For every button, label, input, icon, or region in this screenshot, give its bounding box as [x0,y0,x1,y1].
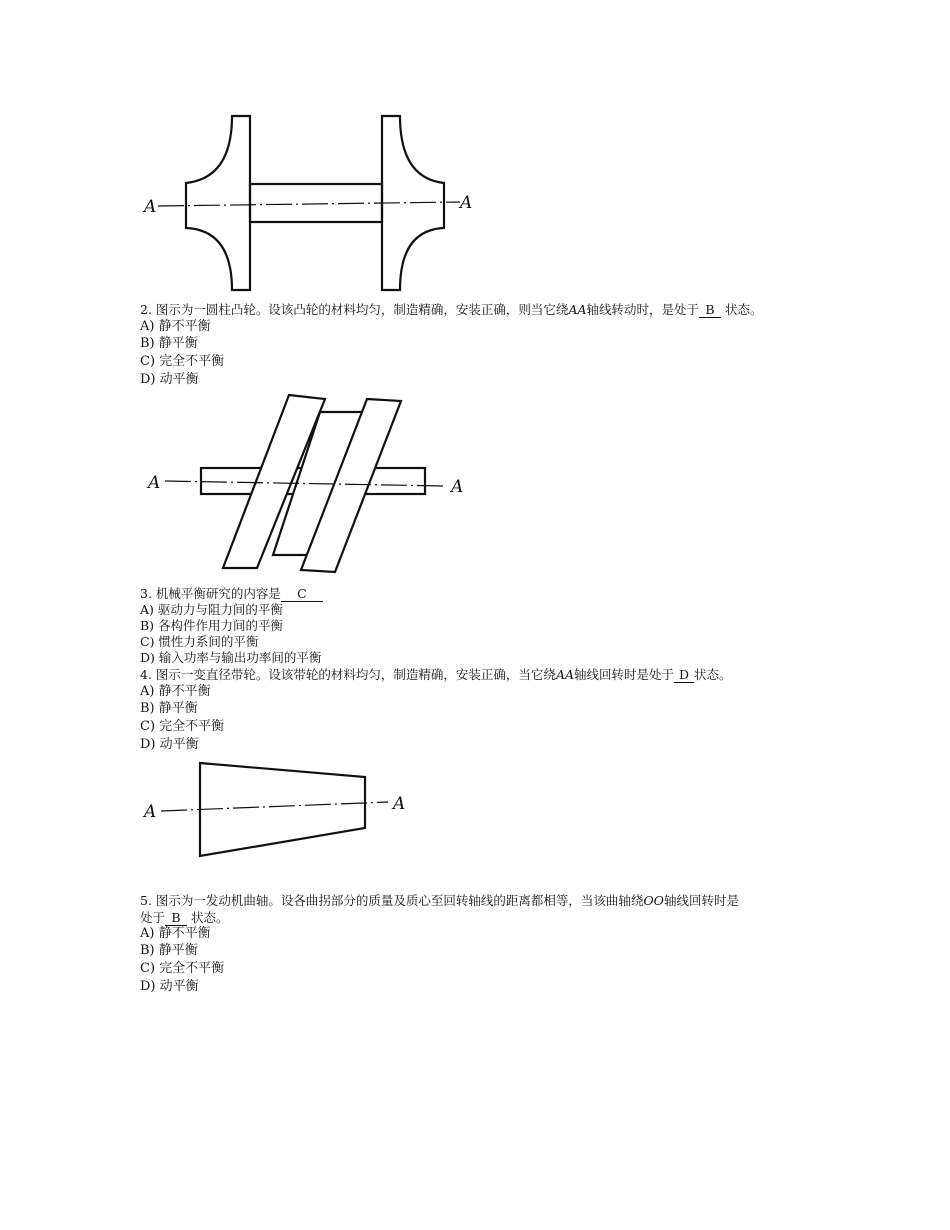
answer-blank: B [165,911,187,926]
option-c: C) 完全不平衡 [140,961,225,976]
option-a: A) 静不平衡 [140,926,211,941]
question-4 [140,666,732,683]
question-text-end: 状态。 [725,302,763,317]
question-5-line-2 [140,909,229,926]
question-text-cont: 处于 [140,910,166,925]
pulley-drawing [143,760,423,865]
axis-name: OO [643,893,664,908]
question-text-mid: 轴线回转时是 [663,893,739,908]
pulley-body [200,763,365,856]
axis-label-left: A [144,802,157,822]
option-a: A) 静不平衡 [140,319,211,334]
option-c: C) 完全不平衡 [140,719,225,734]
option-c: C) 惯性力系间的平衡 [140,634,259,649]
answer-blank: C [281,587,323,602]
question-5 [140,892,739,909]
question-number: 3. [140,586,152,601]
axis-line [158,202,460,206]
question-number: 4. [140,667,152,682]
option-d: D) 输入功率与输出功率间的平衡 [140,650,322,665]
figure-tapered-pulley [143,760,423,865]
question-text-mid: 轴线转动时，是处于 [586,302,700,317]
answer-blank: B [699,303,721,318]
option-a: A) 静不平衡 [140,684,211,699]
question-text: 机械平衡研究的内容是 [155,586,281,601]
question-text: 图示一变直径带轮。设该带轮的材料均匀，制造精确，安装正确，当它绕 [155,667,556,682]
answer-blank: D [674,668,694,683]
question-text: 图示为一发动机曲轴。设各曲拐部分的质量及质心至回转轴线的距离都相等，当该曲轴绕 [155,893,644,908]
question-2 [140,301,763,318]
option-d: D) 动平衡 [140,979,199,994]
question-text-end: 状态。 [694,667,732,682]
axis-label-left: A [144,197,157,217]
axis-label-right: A [460,193,473,213]
question-number: 2. [140,302,152,317]
figure-skewed-drum [145,392,475,577]
option-a: A) 驱动力与阻力间的平衡 [140,602,283,617]
option-b: B) 静平衡 [140,943,198,958]
axis-label-right: A [393,794,406,814]
axis-label-right: A [451,477,464,497]
cam-drawing [140,110,500,295]
option-b: B) 各构件作用力间的平衡 [140,618,284,633]
question-text: 图示为一圆柱凸轮。设该凸轮的材料均匀，制造精确，安装正确，则当它绕 [155,302,569,317]
option-d: D) 动平衡 [140,372,199,387]
left-flange [186,116,250,290]
figure-cylindrical-cam [140,110,500,295]
drum-drawing [145,392,475,577]
axis-name: AA [568,302,587,317]
question-text-end: 状态。 [191,910,229,925]
question-text-mid: 轴线回转时是处于 [574,667,675,682]
option-c: C) 完全不平衡 [140,354,225,369]
option-d: D) 动平衡 [140,737,199,752]
option-b: B) 静平衡 [140,336,198,351]
question-3 [140,585,323,602]
axis-line [161,802,388,811]
question-number: 5. [140,893,152,908]
axis-label-left: A [148,473,161,493]
axis-name: AA [555,667,574,682]
option-b: B) 静平衡 [140,701,198,716]
